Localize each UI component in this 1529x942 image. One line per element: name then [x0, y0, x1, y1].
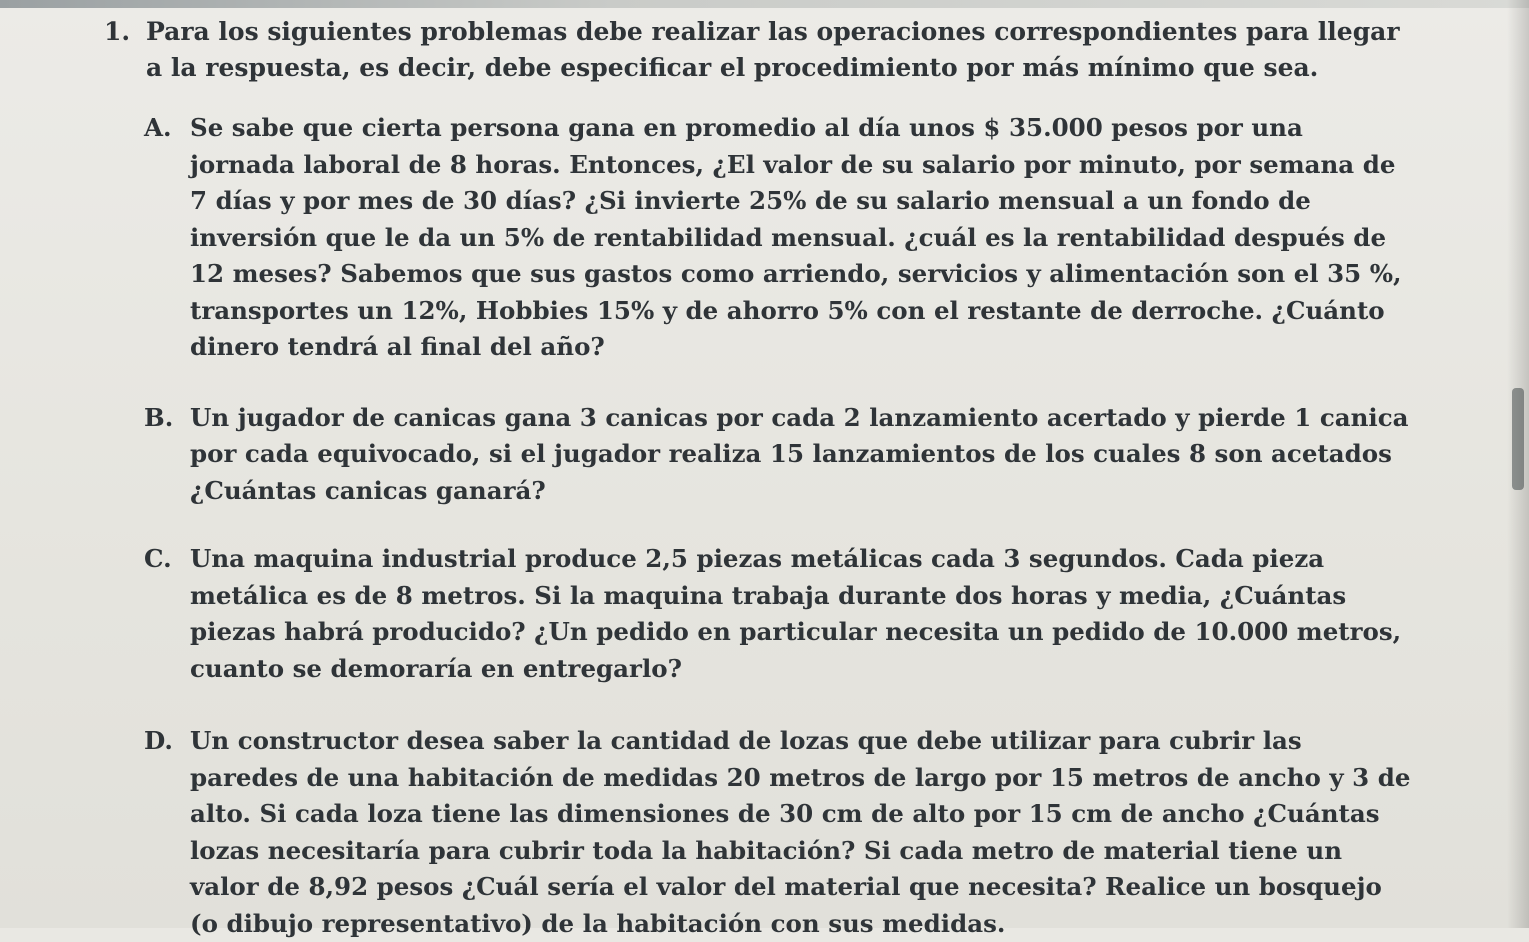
problem-c	[104, 541, 1424, 687]
question-instructions: Para los siguientes problemas debe realizar las operaciones correspondientes para llegar a la respuesta, es decir, debe especificar el procedimiento por más mínimo que sea.	[146, 17, 1400, 82]
question-number: 1.	[104, 17, 131, 46]
problem-text: Se sabe que cierta persona gana en promedio al día unos $ 35.000 pesos por una jornada laboral de 8 horas. Entonces, ¿El valor de su salario por minuto, por semana de 7 días y por mes de 30 días? ¿Si invierte 25% de su salario mensual a un fondo de inversión que le da un 5% de rentabilidad mensual. ¿cuál es la rentabilidad después de 12 meses? Sabemos que sus gastos como arriendo, servicios y alimentación son el 35 %, transportes un 12%, Hobbies 15% y de ahorro 5% con el restante de derroche. ¿Cuánto dinero tendrá al final del año?	[190, 113, 1402, 361]
problem-letter: A.	[144, 113, 172, 142]
problem-text: Un constructor desea saber la cantidad de lozas que debe utilizar para cubrir las paredes de una habitación de medidas 20 metros de largo por 15 metros de ancho y 3 de alto. Si cada loza tiene las dimensiones de 30 cm de alto por 15 cm de ancho ¿Cuántas lozas necesitaría para cubrir toda la habitación? Si cada metro de material tiene un valor de 8,92 pesos ¿Cuál sería el valor del material que necesita? Realice un bosquejo (o dibujo representativo) de la habitación con sus medidas.	[190, 726, 1411, 938]
monitor-top-edge	[0, 0, 1529, 8]
exercise-content	[104, 14, 1424, 942]
problem-b	[104, 400, 1424, 510]
problem-a	[104, 110, 1424, 366]
problem-letter: B.	[144, 402, 174, 432]
problem-letter: C.	[144, 544, 172, 573]
screen-right-shadow	[1507, 0, 1529, 928]
problem-text: Un jugador de canicas gana 3 canicas por cada 2 lanzamiento acertado y pierde 1 canica por cada equivocado, si el jugador realiza 15 lanzamientos de los cuales 8 son acetados ¿Cuántas canicas ganará?	[190, 402, 1409, 505]
problem-d	[104, 723, 1424, 942]
question-header	[104, 14, 1424, 86]
problem-text: Una maquina industrial produce 2,5 piezas metálicas cada 3 segundos. Cada pieza metálica es de 8 metros. Si la maquina trabaja durante dos horas y media, ¿Cuántas piezas habrá producido? ¿Un pedido en particular necesita un pedido de 10.000 metros, cuanto se demoraría en entregarlo?	[190, 544, 1402, 683]
problem-letter: D.	[144, 726, 173, 755]
